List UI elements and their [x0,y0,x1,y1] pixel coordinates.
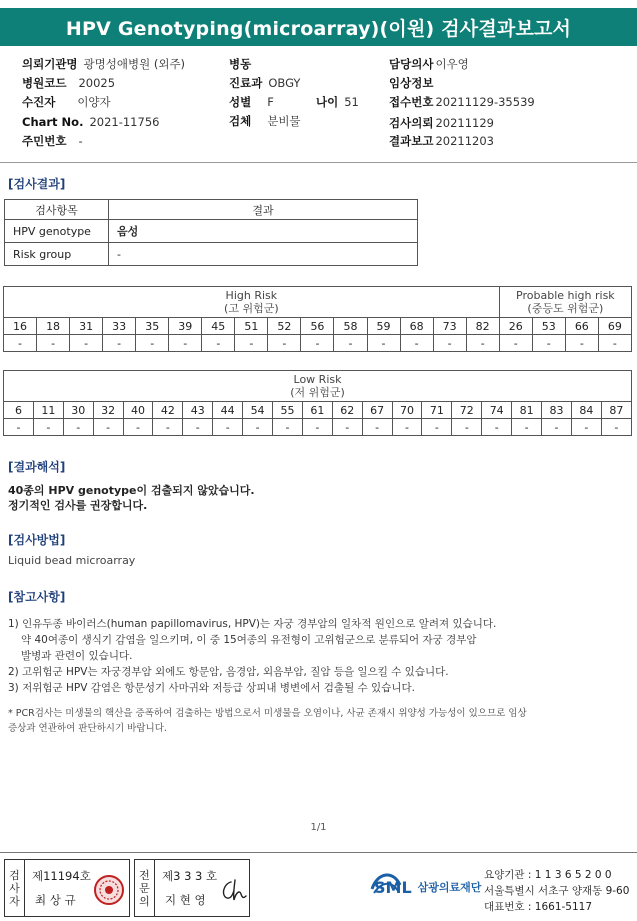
sex-value: F [267,95,274,109]
low-risk-label: Low Risk [293,373,342,386]
resident-label: 주민번호 [22,134,67,148]
high-risk-type-cell: 31 [70,318,103,335]
high-risk-types-row [4,318,632,335]
low-risk-type-cell: 74 [482,402,512,419]
col-result-header: 결과 [109,200,418,220]
interpretation-line-1: 40종의 HPV genotype이 검출되지 않았습니다. [8,484,255,497]
low-risk-type-cell: 6 [4,402,34,419]
chart-label: Chart No. [22,115,84,129]
hospital-code-label: 병원코드 [22,76,67,90]
high-risk-type-cell: 82 [466,318,499,335]
high-risk-value-cell: - [433,335,466,352]
low-risk-value-cell: - [512,419,542,436]
high-risk-value-cell: - [598,335,631,352]
high-risk-type-cell: 66 [565,318,598,335]
specialist-number: 제3 3 3 호 [162,869,218,883]
interpretation-heading: [결과해석] [8,460,66,474]
high-risk-value-cell: - [37,335,70,352]
receipt-label: 접수번호 [389,95,434,109]
low-risk-value-cell: - [33,419,63,436]
receipt-value: 20211129-35539 [435,95,535,109]
patient-value: 이양자 [77,95,111,109]
low-risk-value-cell: - [213,419,243,436]
institution-label: 의뢰기관명 [22,57,78,71]
specialist-char-1: 전 [139,868,150,882]
low-risk-type-cell: 54 [243,402,273,419]
low-risk-value-cell: - [571,419,601,436]
info-divider [0,162,637,163]
low-risk-value-cell: - [93,419,123,436]
pcr-note [8,706,527,736]
high-risk-value-cell: - [400,335,433,352]
org-address: 서울특별시 서초구 양재동 9-60 [484,885,630,897]
notes-text [8,616,496,696]
specimen-label: 검체 [229,114,252,128]
genotype-item: HPV genotype [5,220,109,243]
high-risk-group-cell [4,287,500,318]
genotype-result: 음성 [109,220,418,243]
specialist-char-3: 의 [139,894,150,908]
low-risk-value-cell: - [601,419,631,436]
low-risk-type-cell: 67 [362,402,392,419]
low-risk-value-cell: - [332,419,362,436]
institution-value: 광명성애병원 (외주) [83,57,186,71]
high-risk-type-cell: 26 [499,318,532,335]
high-risk-type-cell: 68 [400,318,433,335]
interpretation-line-2: 정기적인 검사를 권장합니다. [8,499,148,512]
high-risk-value-cell: - [532,335,565,352]
note-3: 3) 저위험군 HPV 감염은 항문성기 사마귀와 저등급 상피내 병변에서 검출될 수 있습니다. [8,682,415,694]
pcr-note-line-1: * PCR검사는 미생물의 핵산을 증폭하여 검출하는 방법으로서 미생물을 오염이나, 사균 존재시 위양성 가능성이 있으므로 임상 [8,708,527,719]
low-risk-values-row [4,419,632,436]
high-risk-table [3,286,632,352]
low-risk-group-cell [4,371,632,402]
low-risk-value-cell: - [63,419,93,436]
low-risk-value-cell: - [392,419,422,436]
org-contact [484,867,629,915]
resident-value: - [78,134,83,148]
note-1a: 1) 인유두종 바이러스(human papillomavirus, HPV)는 자궁 경부암의 일차적 원인으로 알려져 있습니다. [8,618,497,630]
note-1b: 약 40여종이 생식기 감염을 일으키며, 이 중 15여종의 유전형이 고위험군으로 분류되어 자궁 경부암 [21,634,477,646]
high-risk-type-cell: 35 [136,318,169,335]
note-2: 2) 고위험군 HPV는 자궁경부암 외에도 항문암, 음경암, 외음부암, 질암 등을 일으킬 수 있습니다. [8,666,449,678]
results-heading: [검사결과] [8,177,66,191]
low-risk-value-cell: - [482,419,512,436]
examiner-char-2: 사 [9,881,20,895]
high-risk-value-cell: - [367,335,400,352]
high-risk-value-cell: - [70,335,103,352]
low-risk-value-cell: - [452,419,482,436]
high-risk-type-cell: 51 [235,318,268,335]
low-risk-value-cell: - [4,419,34,436]
high-risk-type-cell: 53 [532,318,565,335]
high-risk-type-cell: 52 [268,318,301,335]
low-risk-value-cell: - [422,419,452,436]
low-risk-value-cell: - [273,419,303,436]
low-risk-type-cell: 40 [123,402,153,419]
low-risk-type-cell: 83 [542,402,572,419]
high-risk-type-cell: 73 [433,318,466,335]
dept-value: OBGY [268,76,301,90]
low-risk-type-cell: 32 [93,402,123,419]
chart-value: 2021-11756 [89,115,160,129]
notes-heading: [참고사항] [8,590,66,604]
report-title: HPV Genotyping(microarray)(이원) 검사결과보고서 [0,8,637,46]
high-risk-type-cell: 58 [334,318,367,335]
specialist-vertical-label [135,860,155,916]
low-risk-value-cell: - [123,419,153,436]
patient-label: 수진자 [22,95,56,109]
low-risk-value-cell: - [243,419,273,436]
low-risk-value-cell: - [542,419,572,436]
low-risk-type-cell: 72 [452,402,482,419]
risk-result: - [109,243,418,266]
high-risk-value-cell: - [268,335,301,352]
high-risk-value-cell: - [202,335,235,352]
high-risk-type-cell: 18 [37,318,70,335]
report-value: 20211203 [435,134,494,148]
high-risk-type-cell: 59 [367,318,400,335]
high-risk-type-cell: 39 [169,318,202,335]
hospital-code-value: 20025 [78,76,116,90]
high-risk-value-cell: - [235,335,268,352]
examiner-char-3: 자 [9,894,20,908]
method-text: Liquid bead microarray [8,554,136,567]
examiner-box [4,859,130,917]
low-risk-table [3,370,632,436]
low-risk-value-cell: - [183,419,213,436]
request-label: 검사의뢰 [389,116,434,130]
high-risk-value-cell: - [169,335,202,352]
examiner-char-1: 검 [9,868,20,882]
high-risk-value-cell: - [301,335,334,352]
result-table [4,199,418,266]
high-risk-values-row [4,335,632,352]
institution-number: 요양기관 : 1 1 3 6 5 2 0 0 [484,869,612,881]
high-risk-type-cell: 69 [598,318,631,335]
low-risk-type-cell: 11 [33,402,63,419]
high-risk-type-cell: 45 [202,318,235,335]
table-row [5,220,418,243]
high-risk-value-cell: - [103,335,136,352]
low-risk-type-cell: 81 [512,402,542,419]
examiner-vertical-label [5,860,25,916]
high-risk-value-cell: - [466,335,499,352]
sml-logo-text: SML [374,877,412,897]
specialist-box [134,859,250,917]
high-risk-value-cell: - [334,335,367,352]
high-risk-value-cell: - [499,335,532,352]
low-risk-type-cell: 84 [571,402,601,419]
low-risk-type-cell: 42 [153,402,183,419]
low-risk-type-cell: 61 [302,402,332,419]
low-risk-type-cell: 44 [213,402,243,419]
sex-label: 성별 [229,95,252,109]
specialist-name: 지 현 영 [165,893,206,907]
examiner-number: 제11194호 [32,869,91,883]
org-logo [368,867,481,897]
specialist-char-2: 문 [139,881,150,895]
probable-risk-group-cell [499,287,631,318]
dept-label: 진료과 [229,76,263,90]
page-number: 1/1 [310,822,327,833]
high-risk-type-cell: 56 [301,318,334,335]
col-item-header: 검사항목 [5,200,109,220]
low-risk-type-cell: 30 [63,402,93,419]
low-risk-types-row [4,402,632,419]
low-risk-type-cell: 87 [601,402,631,419]
note-1c: 발병과 관련이 있습니다. [21,650,133,662]
probable-risk-label: Probable high risk [516,289,615,302]
low-risk-type-cell: 55 [273,402,303,419]
high-risk-label: High Risk [225,289,278,302]
request-value: 20211129 [435,116,494,130]
low-risk-type-cell: 70 [392,402,422,419]
high-risk-value-cell: - [4,335,37,352]
low-risk-type-cell: 43 [183,402,213,419]
report-label: 결과보고 [389,134,434,148]
interpretation-text [8,483,255,513]
high-risk-type-cell: 16 [4,318,37,335]
low-risk-type-cell: 62 [332,402,362,419]
clinical-label: 임상정보 [389,76,434,90]
doctor-label: 담당의사 [389,57,434,71]
method-heading: [검사방법] [8,533,66,547]
pcr-note-line-2: 증상과 연관하여 판단하시기 바랍니다. [8,723,167,734]
official-seal-icon [93,874,125,906]
low-risk-type-cell: 71 [422,402,452,419]
table-row [5,243,418,266]
high-risk-value-cell: - [565,335,598,352]
risk-item: Risk group [5,243,109,266]
info-block [0,52,637,152]
high-risk-value-cell: - [136,335,169,352]
specimen-value: 분비물 [267,114,301,128]
signature-icon [219,878,247,904]
org-phone: 대표번호 : 1661-5117 [484,901,593,913]
low-risk-sub: (저 위험군) [290,386,345,399]
ward-label: 병동 [229,57,252,71]
probable-risk-sub: (중등도 위험군) [527,302,604,315]
footer [0,852,637,921]
high-risk-sub: (고 위험군) [224,302,279,315]
low-risk-value-cell: - [302,419,332,436]
low-risk-value-cell: - [362,419,392,436]
org-name: 삼광의료재단 [417,881,482,894]
doctor-value: 이우영 [435,57,469,71]
examiner-name: 최 상 규 [35,893,76,907]
age-label: 나이 [316,95,339,109]
age-value: 51 [344,95,359,109]
high-risk-type-cell: 33 [103,318,136,335]
low-risk-value-cell: - [153,419,183,436]
